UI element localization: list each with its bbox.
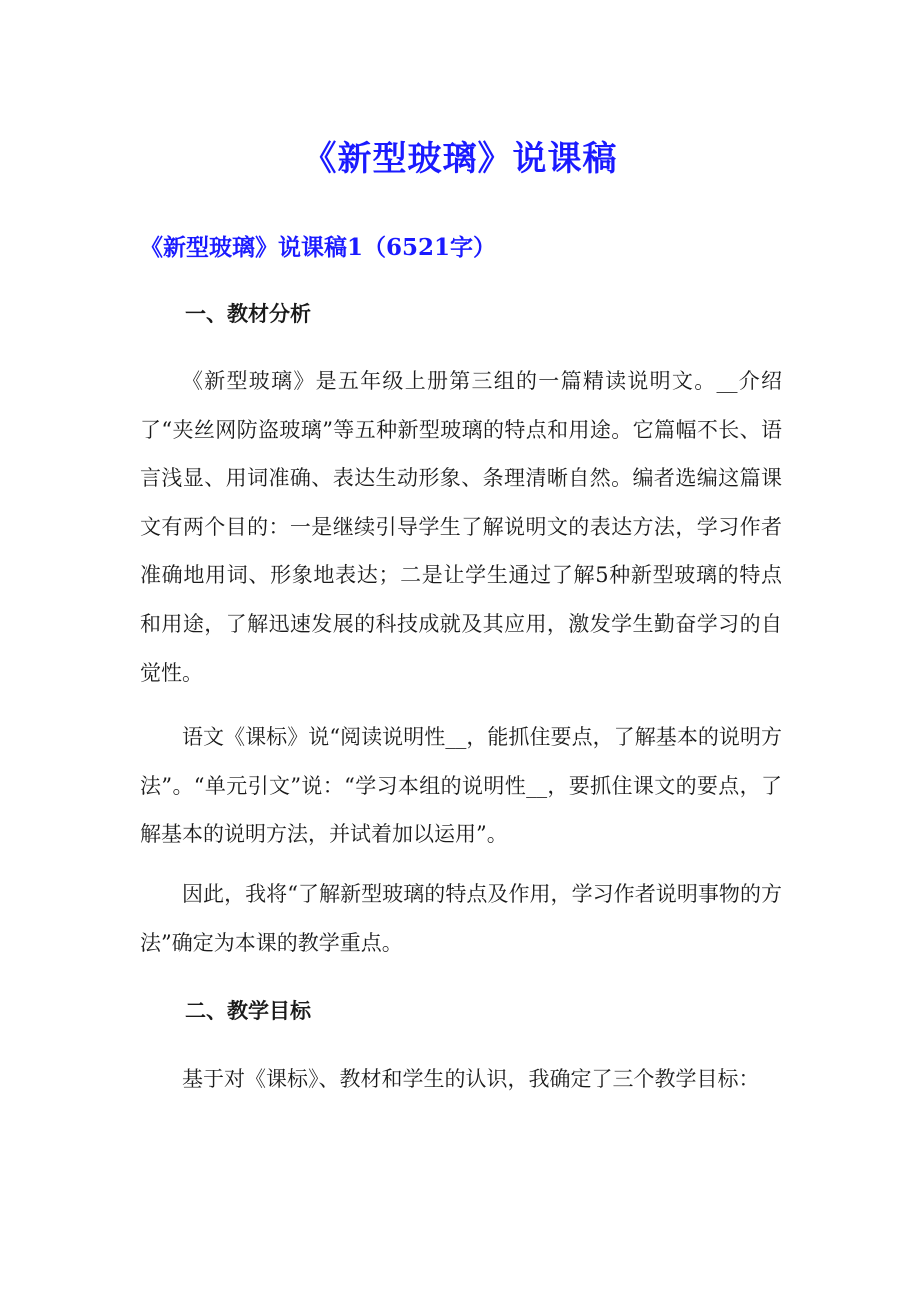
document-subtitle: 《新型玻璃》说课稿1（6521字）: [140, 234, 497, 261]
paragraph-materials-analysis: 《新型玻璃》是五年级上册第三组的一篇精读说明文。__介绍了“夹丝网防盗玻璃”等五种新型玻璃的特点和用途。它篇幅不长、语言浅显、用词准确、表达生动形象、条理清晰自然。编者选编这篇课文有两个目的：一是继续引导学生了解说明文的表达方法，学习作者准确地用词、形象地表达；二是让学生通过了解5种新型玻璃的特点和用途，了解迅速发展的科技成就及其应用，激发学生勤奋学习的自觉性。: [140, 369, 782, 685]
section-heading-materials: 一、教材分析: [185, 301, 311, 326]
document-title: 《新型玻璃》说课稿: [302, 139, 618, 179]
paragraph-curriculum-standard: 语文《课标》说“阅读说明性__，能抓住要点，了解基本的说明方法”。“单元引文”说：“学习本组的说明性__，要抓住课文的要点，了解基本的说明方法，并试着加以运用”。: [140, 725, 782, 847]
paragraph-objectives-intro: 基于对《课标》、教材和学生的认识，我确定了三个教学目标：: [182, 1067, 760, 1091]
paragraph-teaching-focus: 因此，我将“了解新型玻璃的特点及作用，学习作者说明事物的方法”确定为本课的教学重点。: [140, 882, 782, 955]
section-heading-objectives: 二、教学目标: [185, 998, 311, 1023]
